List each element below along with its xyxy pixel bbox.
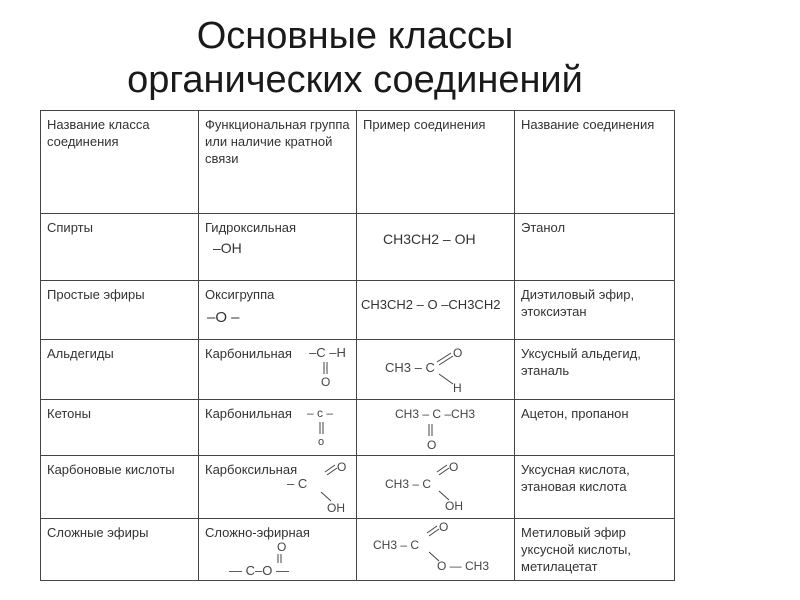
table-row (41, 400, 675, 456)
ester-group-structure (229, 541, 319, 577)
example-formula: CH3CH2 – O –CH3CH2 (361, 297, 501, 312)
group-cell (199, 400, 357, 456)
svg-text:– c –: – c – (307, 406, 334, 420)
svg-text:O: O (453, 346, 463, 360)
table-row (41, 519, 675, 581)
group-label: Карбонильная (205, 406, 292, 421)
example-cell (357, 519, 515, 581)
compound-name-cell: Уксусная кислота, этановая кислота (515, 456, 675, 519)
table-row (41, 340, 675, 400)
group-cell (199, 340, 357, 400)
compound-name-cell: Ацетон, пропанон (515, 400, 675, 456)
group-label: Сложно-эфирная (205, 525, 310, 540)
compound-name-cell: Метиловый эфир уксусной кислоты, метилацетат (515, 519, 675, 581)
svg-text:CH3 – C: CH3 – C (373, 538, 420, 552)
group-cell (199, 281, 357, 340)
aldehyde-group-structure (309, 344, 359, 390)
svg-text:O: O (449, 460, 459, 474)
header-group: Функциональная группа или наличие кратной связи (199, 111, 357, 214)
example-cell (357, 400, 515, 456)
group-label: Карбонильная (205, 346, 292, 361)
table-row (41, 214, 675, 281)
svg-text:CH3 – C: CH3 – C (385, 360, 435, 375)
title-line-1: Основные классы (196, 15, 514, 57)
class-cell: Спирты (41, 214, 199, 281)
example-formula: CH3CH2 – OH (383, 231, 476, 247)
svg-text:— C–O —: — C–O — (229, 563, 289, 578)
class-cell: Сложные эфиры (41, 519, 199, 581)
svg-text:O: O (427, 438, 437, 452)
svg-text:–C –H: –C –H (309, 345, 346, 360)
svg-text:OH: OH (327, 501, 345, 515)
svg-text:O: O (321, 375, 331, 389)
header-class: Название класса соединения (41, 111, 199, 214)
acetic-acid-structure (385, 460, 495, 520)
svg-text:O: O (277, 540, 287, 554)
group-formula: –O – (207, 309, 240, 326)
class-cell: Простые эфиры (41, 281, 199, 340)
example-cell (357, 214, 515, 281)
compound-name-cell: Этанол (515, 214, 675, 281)
svg-text:CH3 – C –CH3: CH3 – C –CH3 (395, 407, 476, 421)
class-cell: Карбоновые кислоты (41, 456, 199, 519)
acetaldehyde-structure (385, 346, 495, 394)
title-line-2: органических соединений (127, 59, 583, 101)
svg-text:O: O (337, 460, 347, 474)
example-cell (357, 340, 515, 400)
class-cell: Кетоны (41, 400, 199, 456)
svg-text:– C: – C (287, 476, 308, 491)
header-example: Пример соединения (357, 111, 515, 214)
table-header-row (41, 111, 675, 214)
methyl-acetate-structure (373, 520, 503, 583)
acetone-structure (395, 404, 505, 454)
example-cell (357, 456, 515, 519)
svg-text:O — CH3: O — CH3 (437, 559, 490, 573)
group-label: Гидроксильная (205, 220, 297, 235)
slide-title (0, 14, 710, 102)
group-cell (199, 519, 357, 581)
table-row (41, 281, 675, 340)
carboxyl-group-structure (287, 460, 357, 520)
group-cell (199, 456, 357, 519)
group-label: Оксигруппа (205, 287, 275, 302)
ketone-group-structure (307, 404, 357, 450)
svg-text:o: o (318, 436, 325, 448)
organic-classes-table (40, 110, 675, 581)
group-label: Карбоксильная (205, 462, 298, 477)
compound-name-cell: Уксусный альдегид, этаналь (515, 340, 675, 400)
svg-text:H: H (453, 381, 462, 395)
compound-name-cell: Диэтиловый эфир, этоксиэтан (515, 281, 675, 340)
header-name: Название соединения (515, 111, 675, 214)
example-cell (357, 281, 515, 340)
svg-text:OH: OH (445, 499, 463, 513)
group-cell (199, 214, 357, 281)
table-row (41, 456, 675, 519)
svg-text:CH3 – C: CH3 – C (385, 477, 432, 491)
class-cell: Альдегиды (41, 340, 199, 400)
group-formula: –OH (213, 240, 242, 256)
svg-text:O: O (439, 520, 449, 534)
